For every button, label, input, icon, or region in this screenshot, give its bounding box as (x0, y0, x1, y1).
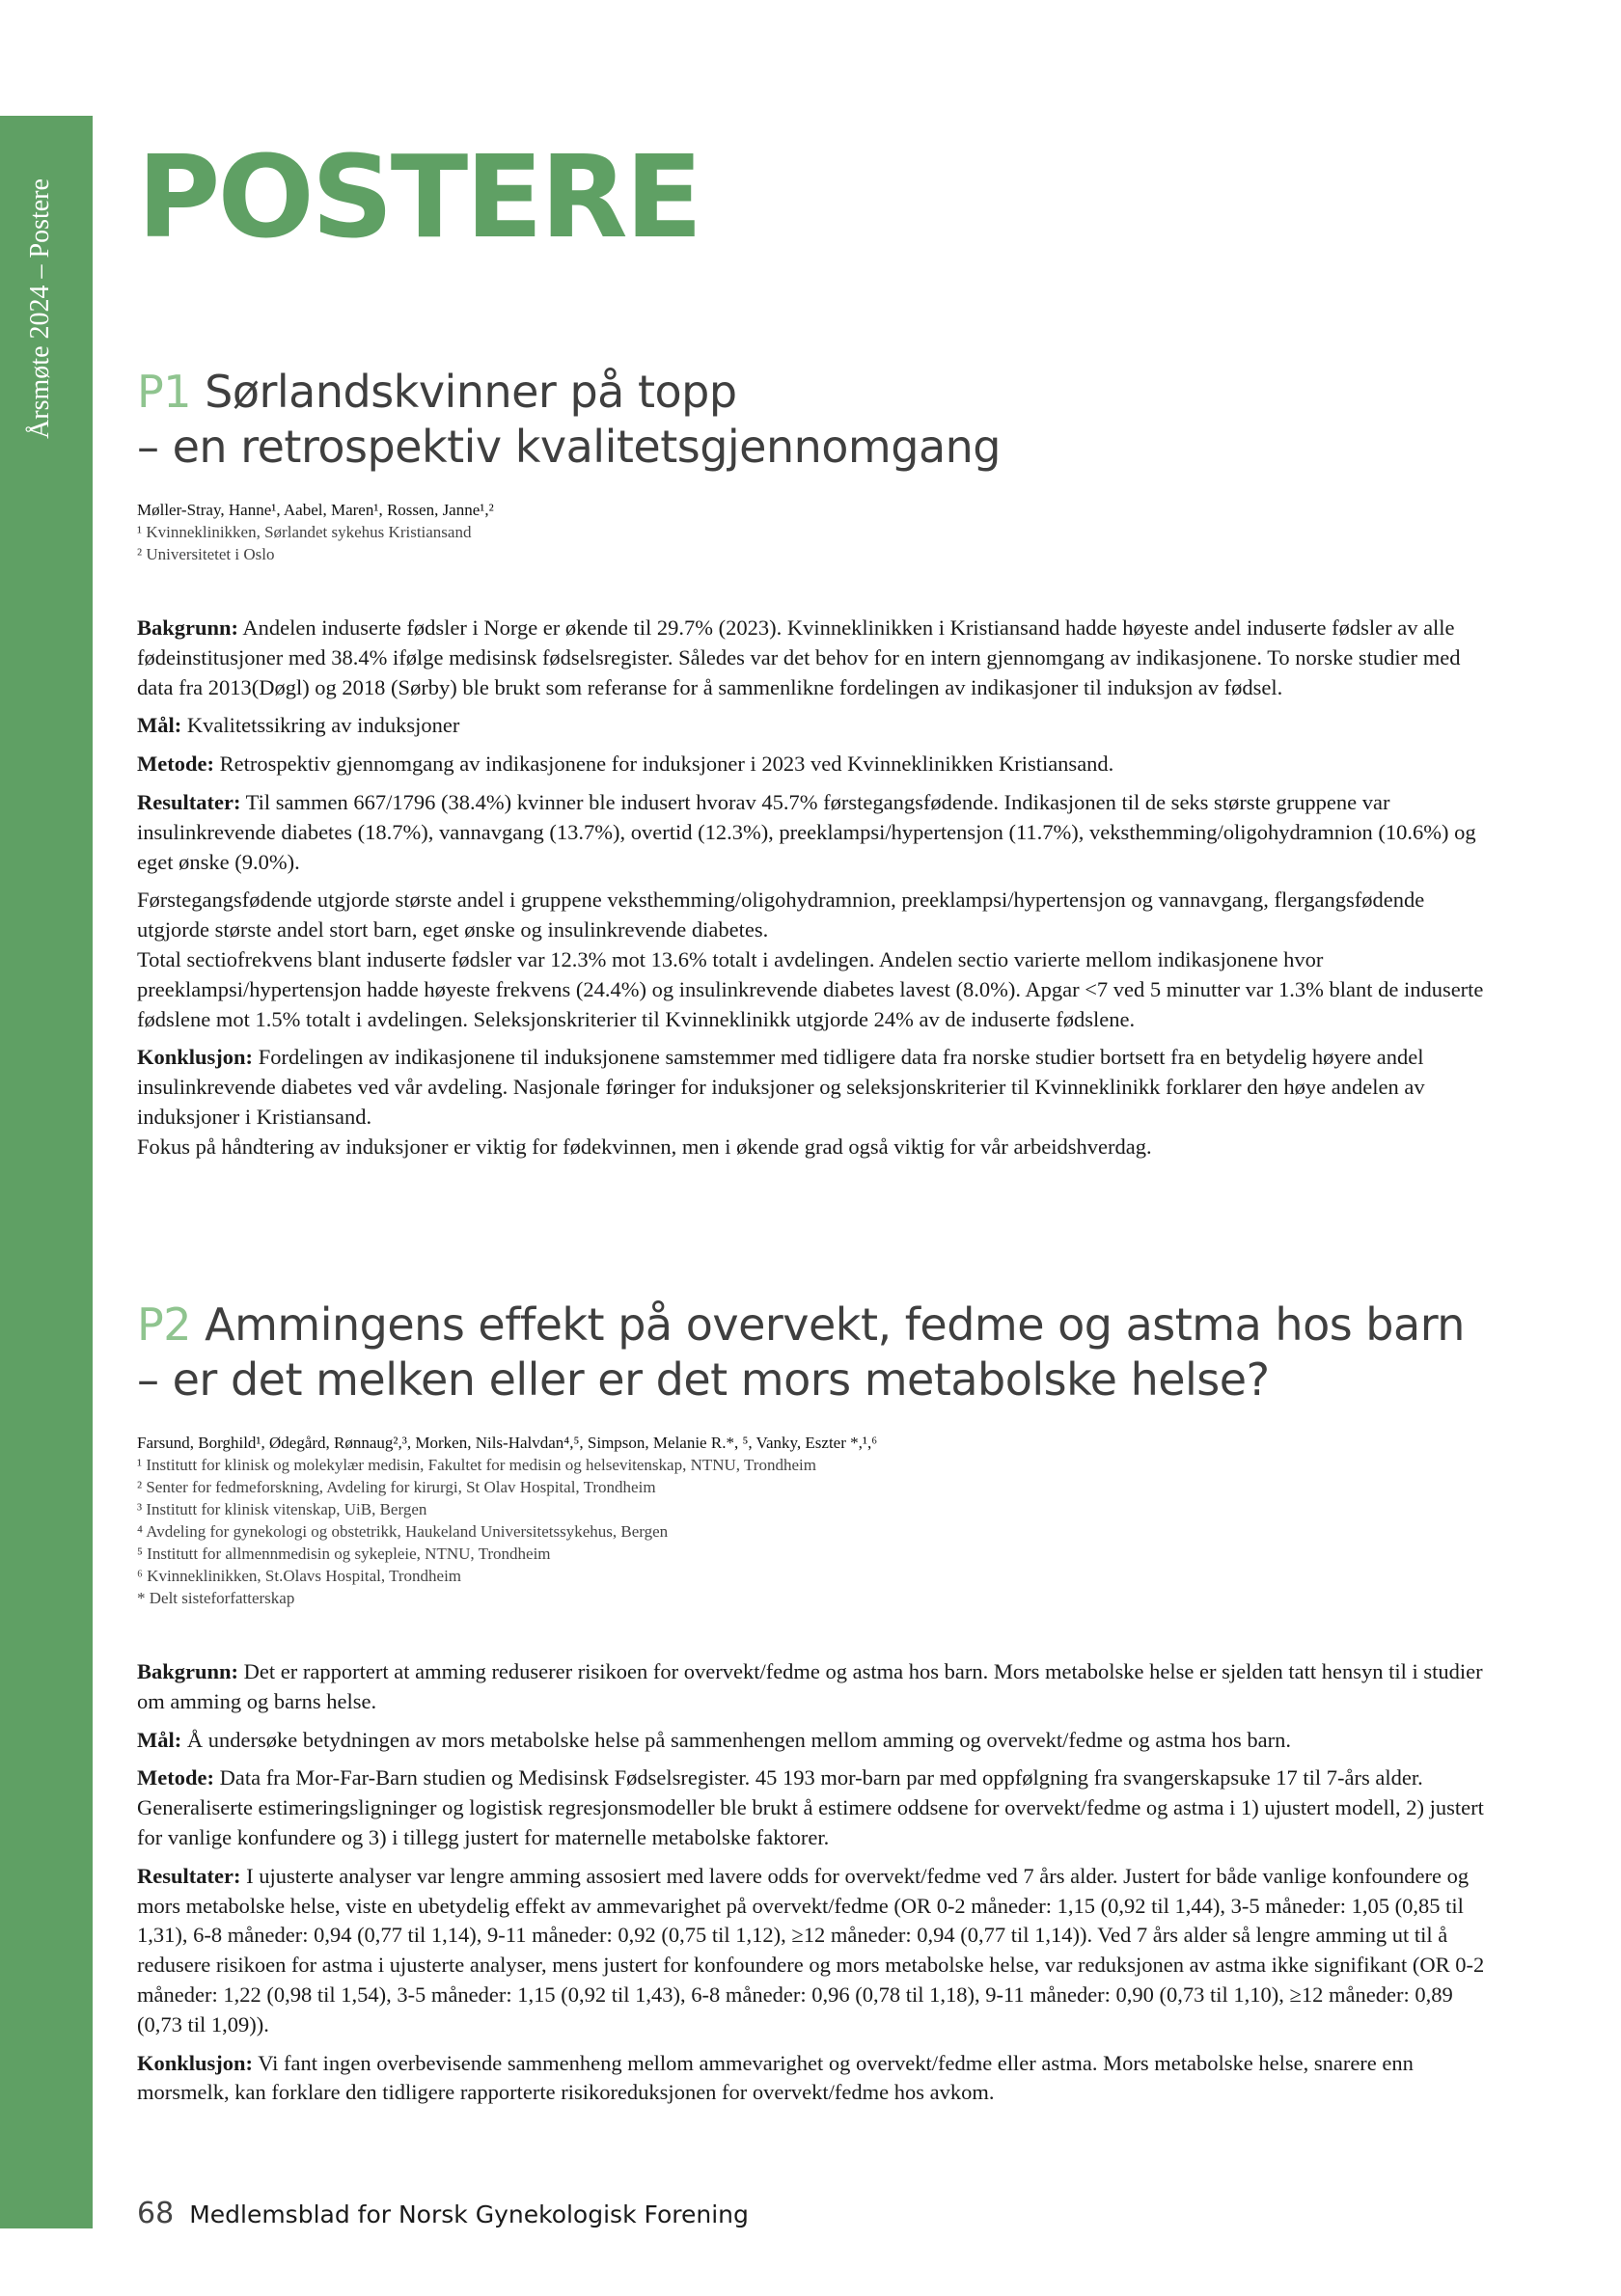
affiliation: ² Senter for fedmeforskning, Avdeling for kirurgi, St Olav Hospital, Trondheim (137, 1478, 656, 1496)
abstract-paragraph (137, 1043, 1488, 1132)
paragraph-text: Total sectiofrekvens blant induserte fødsler var 12.3% mot 13.6% totalt i avdelingen. Andelen sectio varierte mellom indikasjonene hvor preeklampsi/hypertensjon hadde høyeste frekvens (24.4%) og insulinkrevende diabetes lavest (8.0%). Apgar <7 ved 5 minutter var 1.3% blant de induserte fødslene mot 1.5% totalt i avdelingen. Seleksjonskriterier til Kvinneklinikk utgjorde 24% av de induserte fødslene. (137, 946, 1484, 1031)
affiliation: ² Universitetet i Oslo (137, 545, 275, 563)
paragraph-text: Fokus på håndtering av induksjoner er viktig for fødekvinnen, men i økende grad også viktig for vår arbeidshverdag. (137, 1134, 1152, 1159)
abstract-paragraph (137, 886, 1488, 945)
poster-title-line2: – er det melken eller er det mors metabolske helse? (137, 1353, 1270, 1406)
abstract-paragraph (137, 945, 1488, 1034)
affiliation: ¹ Kvinneklinikken, Sørlandet sykehus Kristiansand (137, 523, 472, 541)
poster-number: P1 (137, 366, 192, 418)
paragraph-text: I ujusterte analyser var lengre amming assosiert med lavere odds for overvekt/fedme ved 7 års alder. Justert for både vanlige konfoundere og mors metabolske helse, viste en ubetydelig effekt av ammevarighet på overvekt/fedme (OR 0-2 måneder: 1,15 (0,92 til 1,44), 3-5 måneder: 1,05 (0,85 til 1,31), 6-8 måneder: 0,94 (0,77 til 1,14), 9-11 måneder: 0,92 (0,75 til 1,12), ≥12 måneder: 0,94 (0,77 til 1,14)). Ved 7 års alder så lengre amming ut til å redusere risikoen for astma i ujusterte analyser, mens justert for konfoundere og mors metabolske helse, var reduksjonen av astma ikke signifikant (OR 0-2 måneder: 1,22 (0,98 til 1,54), 3-5 måneder: 1,15 (0,92 til 1,43), 6-8 måneder: 0,96 (0,78 til 1,18), 9-11 måneder: 0,90 (0,73 til 1,10), ≥12 måneder: 0,89 (0,73 til 1,09)). (137, 1863, 1485, 2036)
poster-body (137, 614, 1488, 1162)
paragraph-label: Resultater: (137, 789, 241, 814)
poster-title (137, 365, 1488, 475)
paragraph-label: Bakgrunn: (137, 1659, 239, 1683)
paragraph-text: Å undersøke betydningen av mors metabolske helse på sammenhengen mellom amming og overvekt/fedme og astma hos barn. (181, 1727, 1291, 1752)
abstract-paragraph (137, 711, 1488, 741)
paragraph-label: Mål: (137, 713, 182, 738)
poster-authors: Møller-Stray, Hanne¹, Aabel, Maren¹, Rossen, Janne¹,² (137, 501, 494, 519)
paragraph-text: Førstegangsfødende utgjorde største andel i gruppene veksthemming/oligohydramnion, preeklampsi/hypertensjon og vannavgang, flergangsfødende utgjorde største andel stort barn, eget ønske og insulinkrevende diabetes. (137, 888, 1425, 943)
page-footer (137, 2197, 749, 2230)
paragraph-text: Det er rapportert at amming reduserer risikoen for overvekt/fedme og astma hos barn. Mors metabolske helse er sjelden tatt hensyn til i studier om amming og barns helse. (137, 1659, 1483, 1713)
paragraph-label: Konklusjon: (137, 1045, 254, 1070)
page-number: 68 (137, 2197, 175, 2230)
paragraph-text: Til sammen 667/1796 (38.4%) kvinner ble indusert hvorav 45.7% førstegangsfødende. Indikasjonen til de seks største gruppene var insulinkrevende diabetes (18.7%), vannavgang (13.7%), overtid (12.3%), preeklampsi/hypertensjon (11.7%), veksthemming/oligohydramnion (10.6%) og eget ønske (9.0%). (137, 789, 1476, 874)
paragraph-text: Fordelingen av indikasjonene til induksjonene samstemmer med tidligere data fra norske studier bortsett fra en betydelig høyere andel insulinkrevende diabetes ved vår avdeling. Nasjonale føringer for induksjoner og seleksjonskriterier til Kvinneklinikk forklarer den høye andelen av induksjoner i Kristiansand. (137, 1045, 1425, 1129)
poster-p1 (137, 365, 1488, 1171)
poster-title-line1: Sørlandskvinner på topp (205, 366, 737, 418)
sidebar-label-text: Årsmøte 2024 – Postere (25, 178, 56, 439)
abstract-paragraph (137, 1657, 1488, 1717)
abstract-paragraph (137, 2049, 1488, 2109)
abstract-paragraph (137, 1726, 1488, 1756)
paragraph-text: Vi fant ingen overbevisende sammenheng mellom ammevarighet og overvekt/fedme eller astma. Mors metabolske helse, snarere enn morsmelk, kan forklare den tidligere rapporterte risikoreduksjonen for overvekt/fedme hos avkom. (137, 2050, 1414, 2105)
affiliation: * Delt sisteforfatterskap (137, 1589, 295, 1607)
paragraph-label: Metode: (137, 752, 214, 777)
page-title: POSTERE (137, 130, 701, 263)
paragraph-label: Bakgrunn: (137, 615, 239, 640)
paragraph-text: Data fra Mor-Far-Barn studien og Medisinsk Fødselsregister. 45 193 mor-barn par med oppfølgning fra svangerskapsuke 17 til 7-års alder. Generaliserte estimeringsligninger og logistisk regresjonsmodeller ble brukt å estimere oddsene for overvekt/fedme og astma i 1) ujustert modell, 2) justert for vanlige konfundere og 3) i tillegg justert for maternelle metabolske faktorer. (137, 1765, 1484, 1849)
paragraph-label: Konklusjon: (137, 2050, 254, 2075)
paragraph-label: Resultater: (137, 1863, 241, 1888)
abstract-paragraph (137, 614, 1488, 702)
paragraph-label: Mål: (137, 1727, 182, 1752)
poster-title-line1: Ammingens effekt på overvekt, fedme og astma hos barn (205, 1298, 1465, 1351)
abstract-paragraph (137, 1133, 1488, 1162)
affiliation: ⁶ Kvinneklinikken, St.Olavs Hospital, Trondheim (137, 1567, 462, 1585)
poster-p2 (137, 1298, 1488, 2117)
affiliation: ³ Institutt for klinisk vitenskap, UiB, Bergen (137, 1500, 427, 1518)
paragraph-text: Kvalitetssikring av induksjoner (181, 713, 460, 738)
poster-body (137, 1657, 1488, 2108)
affiliation: ¹ Institutt for klinisk og molekylær medisin, Fakultet for medisin og helsevitenskap, NTNU, Trondheim (137, 1456, 816, 1474)
abstract-paragraph (137, 788, 1488, 877)
paragraph-text: Andelen induserte fødsler i Norge er økende til 29.7% (2023). Kvinneklinikken i Kristiansand hadde høyeste andel induserte fødsler av alle fødeinstitusjoner med 38.4% ifølge medisinsk fødselsregister. Således var det behov for en intern gjennomgang av indikasjonene. To norske studier med data fra 2013(Døgl) og 2018 (Sørby) ble brukt som referanse for å sammenlikne fordelingen av indikasjoner til induksjon av fødsel. (137, 615, 1461, 699)
affiliation: ⁵ Institutt for allmennmedisin og sykepleie, NTNU, Trondheim (137, 1544, 551, 1563)
poster-number: P2 (137, 1298, 192, 1351)
sidebar-label (14, 145, 68, 473)
affiliation: ⁴ Avdeling for gynekologi og obstetrikk, Haukeland Universitetssykehus, Bergen (137, 1522, 669, 1541)
paragraph-text: Retrospektiv gjennomgang av indikasjonene for induksjoner i 2023 ved Kvinneklinikken Kristiansand. (213, 752, 1114, 777)
abstract-paragraph (137, 1862, 1488, 2040)
poster-title (137, 1298, 1488, 1408)
abstract-paragraph (137, 1763, 1488, 1852)
poster-affiliations (137, 1454, 1488, 1609)
poster-authors: Farsund, Borghild¹, Ødegård, Rønnaug²,³, Morken, Nils-Halvdan⁴,⁵, Simpson, Melanie R.*, ⁵, Vanky, Eszter *,¹,⁶ (137, 1434, 878, 1452)
poster-title-line2: – en retrospektiv kvalitetsgjennomgang (137, 421, 1001, 473)
poster-affiliations (137, 521, 1488, 565)
paragraph-label: Metode: (137, 1765, 214, 1790)
journal-name: Medlemsblad for Norsk Gynekologisk Forening (189, 2200, 749, 2228)
abstract-paragraph (137, 750, 1488, 779)
